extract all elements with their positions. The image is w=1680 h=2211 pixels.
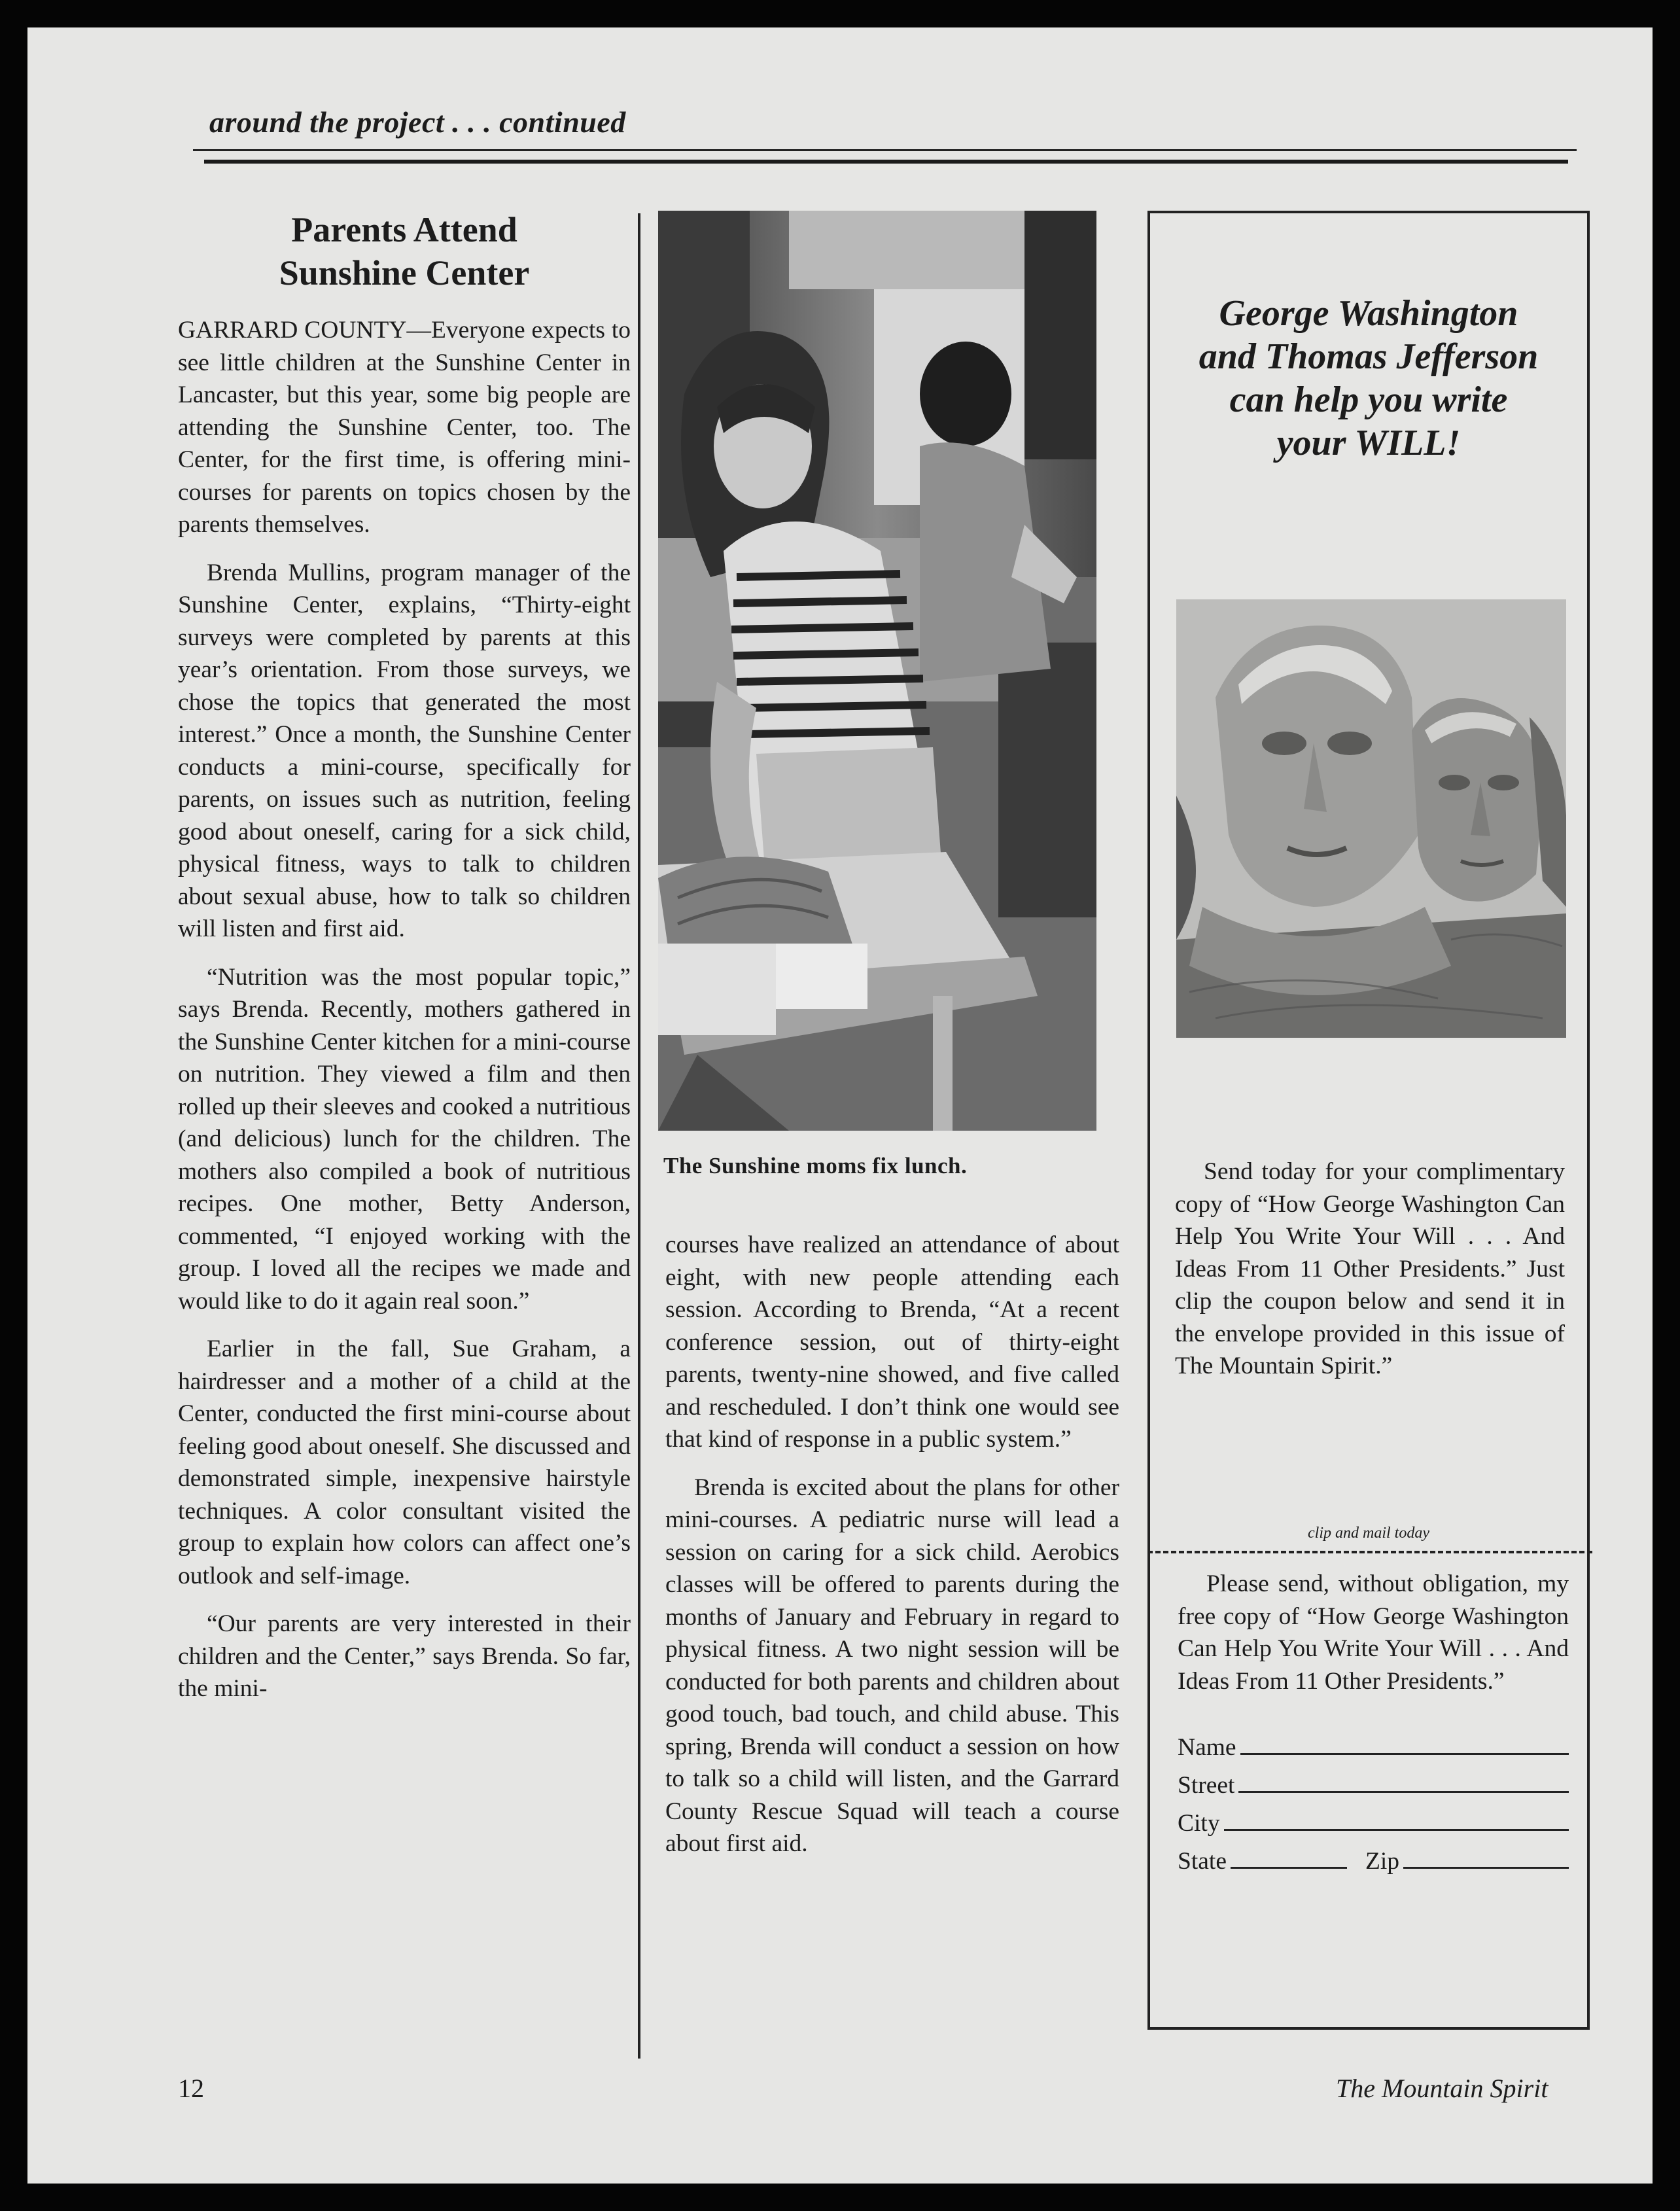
ad-title-line-4: your WILL! xyxy=(1276,423,1461,463)
name-field-row[interactable] xyxy=(1178,1724,1569,1761)
ad-body-text: Send today for your complimentary copy of “How George Washington Can Help You Write Your Will . . . And Ideas From 11 Other Presidents.” Just clip the coupon below and send it in the envelope provided in this issue of The Mountain Spirit.” xyxy=(1175,1158,1565,1379)
paragraph: Brenda Mullins, program manager of the Sunshine Center, explains, “Thirty-eight surveys were completed by parents at this year’s orientation. From those surveys, we chose the topics that generated the most interest.” Once a month, the Sunshine Center conducts a mini-course, specifically for parents, on issues such as nutrition, feeling good about oneself, caring for a sick child, physical fitness, ways to talk to children about sexual abuse, how to talk so children will listen and first aid. xyxy=(178,559,631,942)
street-label: Street xyxy=(1178,1772,1235,1799)
state-label: State xyxy=(1178,1848,1227,1875)
coupon-spacer xyxy=(1178,1697,1569,1724)
coupon xyxy=(1178,1568,1569,1875)
column-1-body xyxy=(178,314,631,1705)
headline-line-1: Parents Attend xyxy=(291,210,517,249)
ad-title-line-2: and Thomas Jefferson xyxy=(1199,336,1539,377)
name-label: Name xyxy=(1178,1734,1236,1761)
header-rule-thin xyxy=(193,149,1577,151)
city-field-row[interactable] xyxy=(1178,1799,1569,1837)
article-headline xyxy=(178,208,631,294)
headline-line-2: Sunshine Center xyxy=(279,253,530,292)
ad-title-line-3: can help you write xyxy=(1229,380,1508,420)
header-rule-thick xyxy=(204,160,1568,164)
photo-illustration xyxy=(658,211,1096,1131)
mount-rushmore-illustration xyxy=(1176,599,1566,1038)
coupon-text: Please send, without obligation, my free copy of “How George Washington Can Help You Write Your Will . . . And Ideas From 11 Other Presidents.” xyxy=(1178,1570,1569,1695)
section-label: around the project . . . continued xyxy=(209,105,626,139)
paragraph: “Our parents are very interested in their children and the Center,” says Brenda. So far, the mini- xyxy=(178,1610,631,1702)
paragraph: Earlier in the fall, Sue Graham, a hairdresser and a mother of a child at the Center, conducted the first mini-course about feeling good about oneself. She discussed and demonstrated simple, inexpensive hairstyle techniques. A color consultant visited the group to explain how colors can affect one’s outlook and self-image. xyxy=(178,1335,631,1589)
sunshine-moms-photo xyxy=(658,211,1096,1131)
zip-label: Zip xyxy=(1365,1848,1400,1875)
street-field-line[interactable] xyxy=(1238,1791,1569,1793)
page-number: 12 xyxy=(178,2074,204,2103)
ad-body xyxy=(1175,1156,1565,1383)
state-zip-field-row[interactable] xyxy=(1178,1837,1569,1875)
name-field-line[interactable] xyxy=(1240,1753,1569,1755)
article-column-1 xyxy=(178,208,631,1721)
zip-field-line[interactable] xyxy=(1403,1867,1569,1869)
city-field-line[interactable] xyxy=(1224,1829,1569,1831)
photo-caption: The Sunshine moms fix lunch. xyxy=(663,1153,968,1178)
column-divider xyxy=(638,213,640,2059)
state-field-line[interactable] xyxy=(1231,1867,1347,1869)
article-column-2 xyxy=(665,1229,1119,1876)
mount-rushmore-image xyxy=(1176,599,1566,1038)
ad-title-line-1: George Washington xyxy=(1219,293,1518,334)
street-field-row[interactable] xyxy=(1178,1761,1569,1799)
ad-title xyxy=(1150,292,1587,465)
coupon-cut-line xyxy=(1147,1551,1592,1553)
publication-name: The Mountain Spirit xyxy=(1336,2074,1549,2103)
paragraph: GARRARD COUNTY—Everyone expects to see little children at the Sunshine Center in Lancaster, but this year, some big people are attending the Sunshine Center, too. The Center, for the first time, is offering mini-courses for parents on topics chosen by the parents themselves. xyxy=(178,317,631,538)
paragraph: “Nutrition was the most popular topic,” says Brenda. Recently, mothers gathered in the Sunshine Center kitchen for a mini-course on nutrition. They viewed a film and then rolled up their sleeves and cooked a nutritious (and delicious) lunch for the children. The mothers also compiled a book of nutritious recipes. One mother, Betty Anderson, commented, “I enjoyed working with the group. I loved all the recipes we made and would like to do it again real soon.” xyxy=(178,963,631,1315)
clip-label: clip and mail today xyxy=(1308,1525,1429,1542)
paragraph: courses have realized an attendance of about eight, with new people attending each session. According to Brenda, “At a recent conference session, out of thirty-eight parents, twenty-nine showed, and five called and rescheduled. I don’t think one would see that kind of response in a public system.” xyxy=(665,1231,1119,1453)
city-label: City xyxy=(1178,1810,1220,1837)
paragraph: Brenda is excited about the plans for other mini-courses. A pediatric nurse will lead a session on caring for a sick child. Aerobics classes will be offered to parents during the months of January and February in regard to physical fitness. A two night session will be conducted for both parents and children about good touch, bad touch, and child abuse. This spring, Brenda will conduct a session on how to talk so a child will listen, and the Garrard County Rescue Squad will teach a course about first aid. xyxy=(665,1474,1119,1857)
